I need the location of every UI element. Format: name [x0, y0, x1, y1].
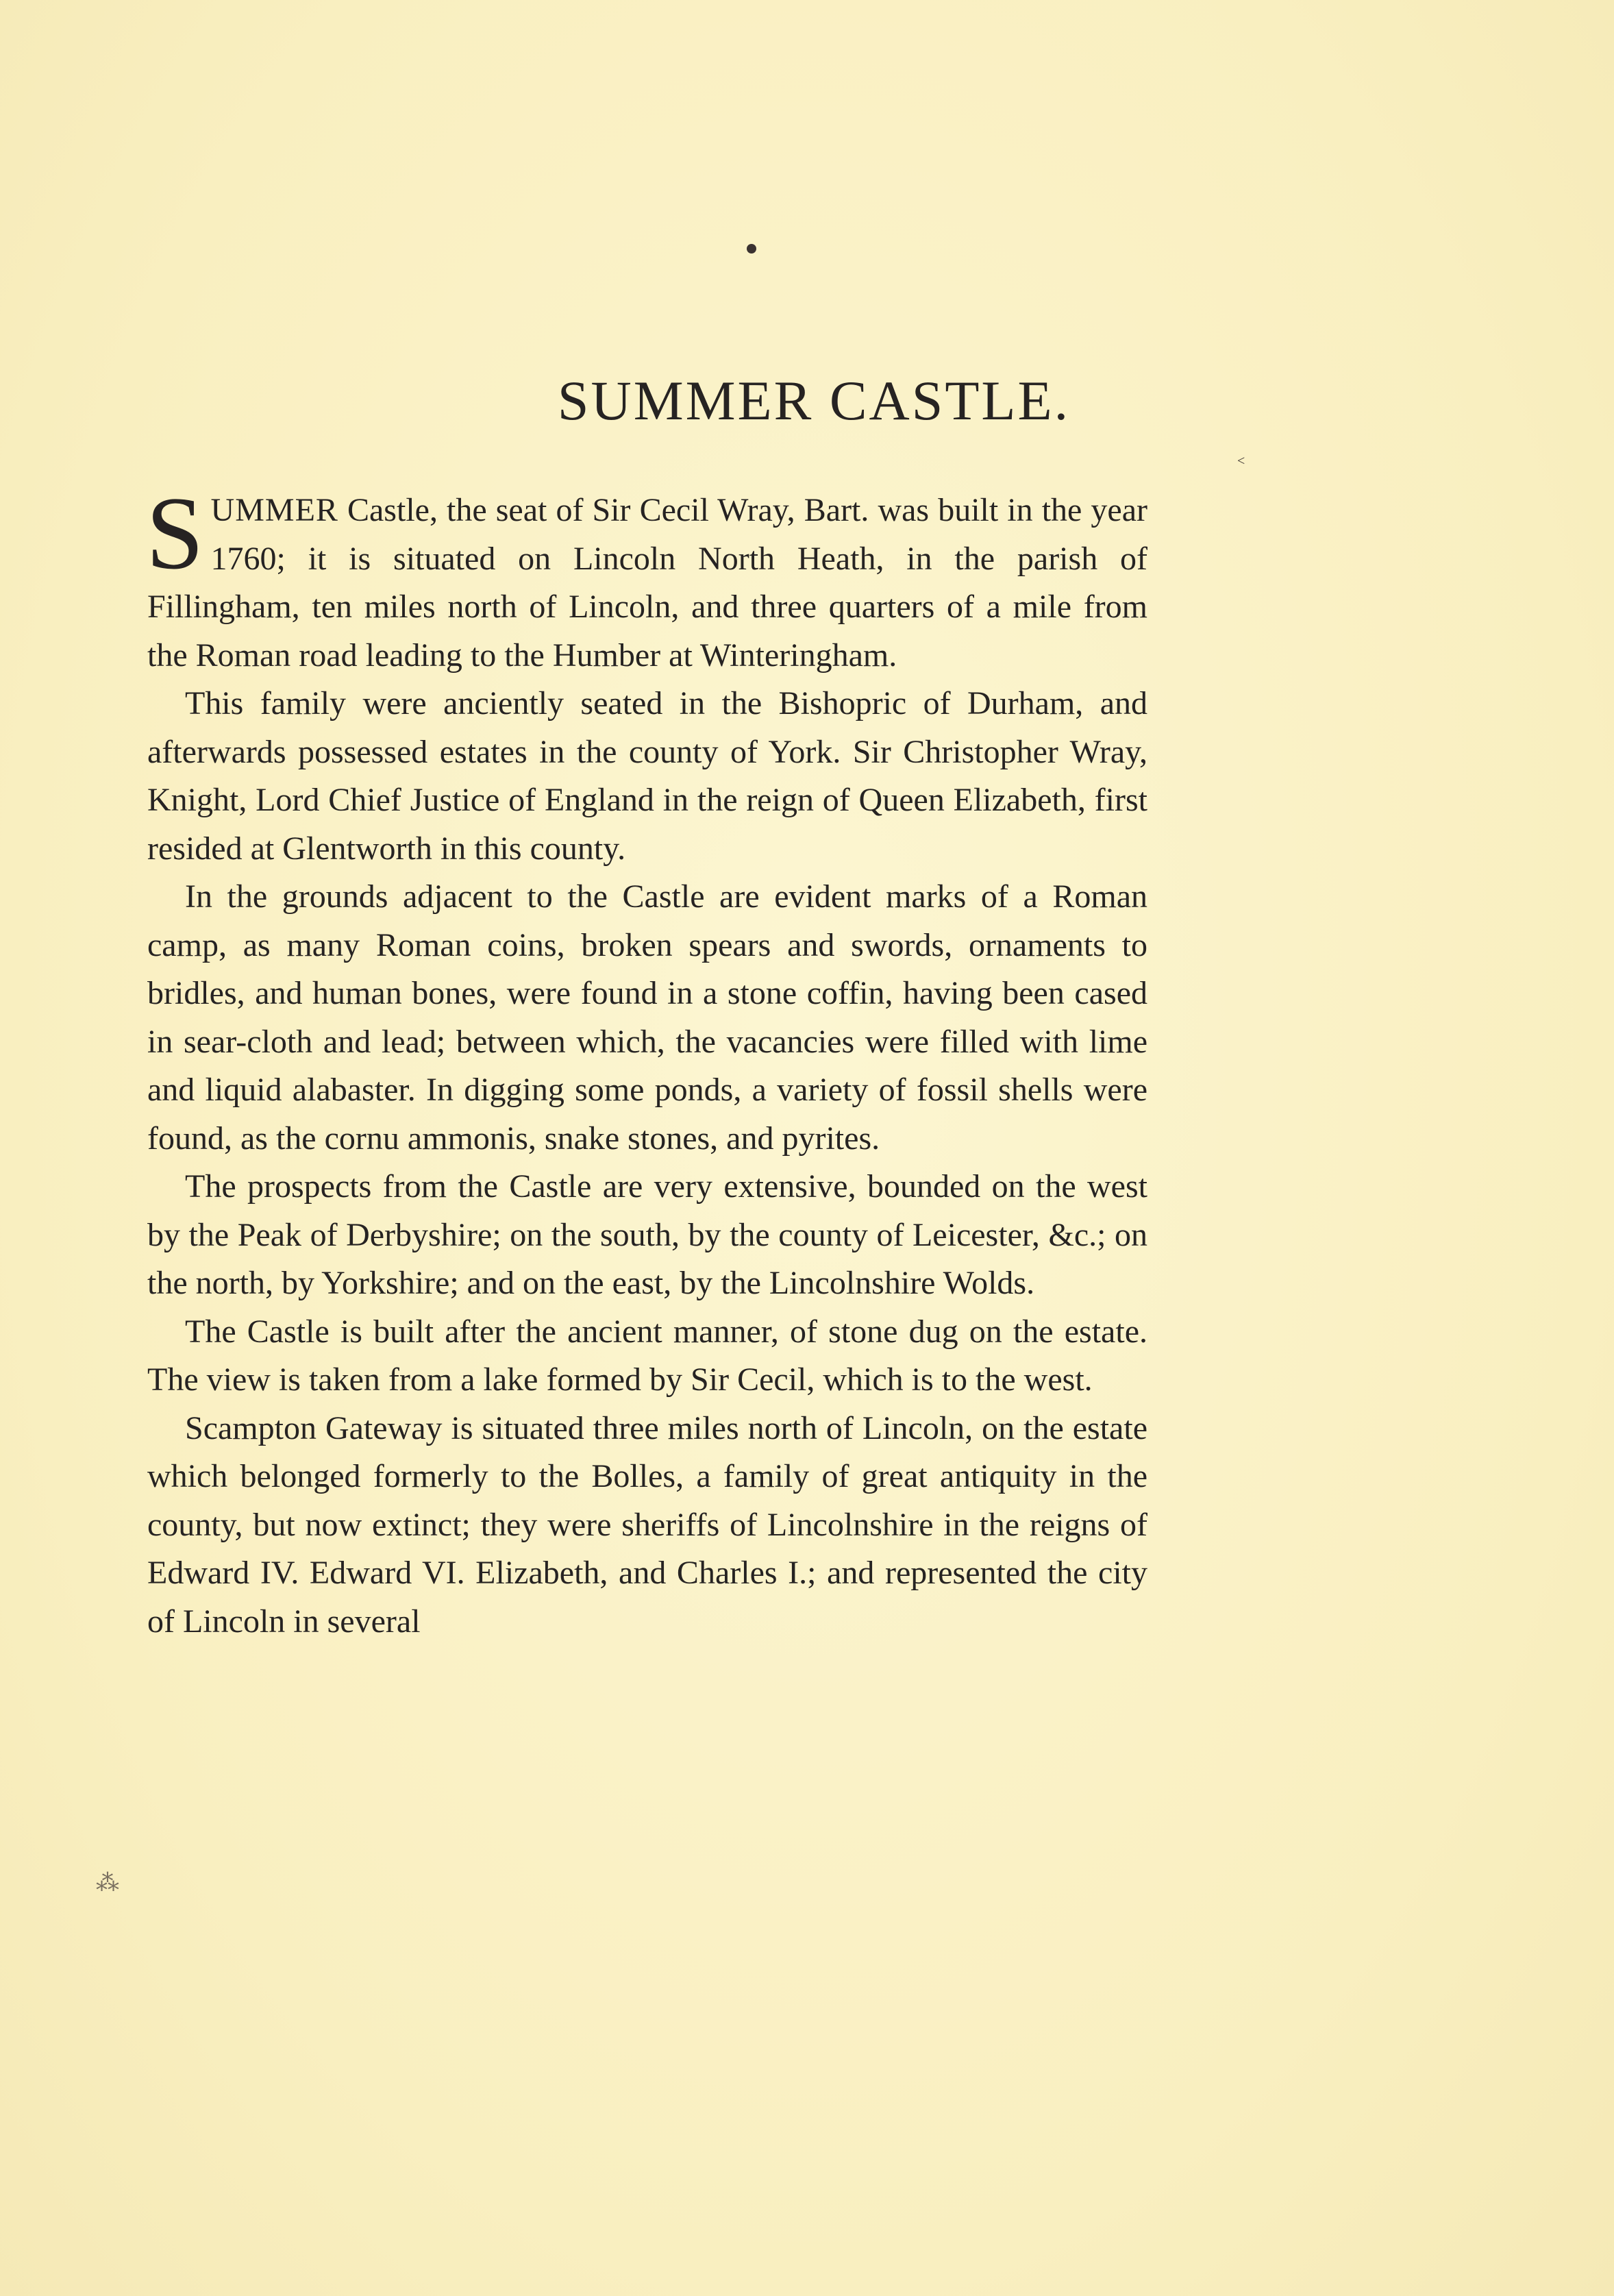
ornament-dot: [747, 244, 756, 254]
drop-cap-letter: S: [146, 476, 204, 591]
paragraph-5: The Castle is built after the ancient manner, of stone dug on the estate. The view is taken from a lake formed by Sir Cecil, which is to the west.: [147, 1313, 1147, 1398]
margin-pencil-mark: ⁂: [96, 1871, 119, 1896]
paragraph-6: Scampton Gateway is situated three miles north of Lincoln, on the estate which belonged formerly to the Bolles, a family of great antiquity in the county, but now extinct; they were sheriffs of Lincolnshire in the reigns of Edward IV. Edward VI. Elizabeth, and Charles I.; and represented the city of Lincoln in several: [147, 1409, 1147, 1640]
body-text: [146, 476, 1147, 1646]
paragraph-2: This family were anciently seated in the Bishopric of Durham, and afterwards possessed estates in the county of York. Sir Christopher Wray, Knight, Lord Chief Justice of England in the reign of Queen Elizabeth, first resided at Glentworth in this county.: [147, 685, 1147, 867]
paragraph-3: In the grounds adjacent to the Castle are evident marks of a Roman camp, as many Roman coins, broken spears and swords, ornaments to bridles, and human bones, were found in a stone coffin, having been cased in sear-cloth and lead; between which, the vacancies were filled with lime and liquid alabaster. In digging some ponds, a variety of fossil shells were found, as the cornu ammonis, snake stones, and pyrites.: [147, 878, 1147, 1157]
page-title: SUMMER CASTLE.: [557, 369, 1071, 432]
paragraph-1: [146, 476, 1147, 680]
first-word-caps: UMMER: [210, 492, 338, 528]
paragraph-1-text: Castle, the seat of Sir Cecil Wray, Bart. was built in the year 1760; it is situated on Lincoln North Heath, in the parish of Fillingham, ten miles north of Lincoln, and three quarters of a mile from the Roman road leading to the Humber at Winteringham.: [147, 492, 1147, 674]
stray-mark: ˂: [1237, 454, 1245, 469]
paragraph-4: The prospects from the Castle are very extensive, bounded on the west by the Peak of Derbyshire; on the south, by the county of Leicester, &c.; on the north, by Yorkshire; and on the east, by the Lincolnshire Wolds.: [147, 1168, 1147, 1301]
